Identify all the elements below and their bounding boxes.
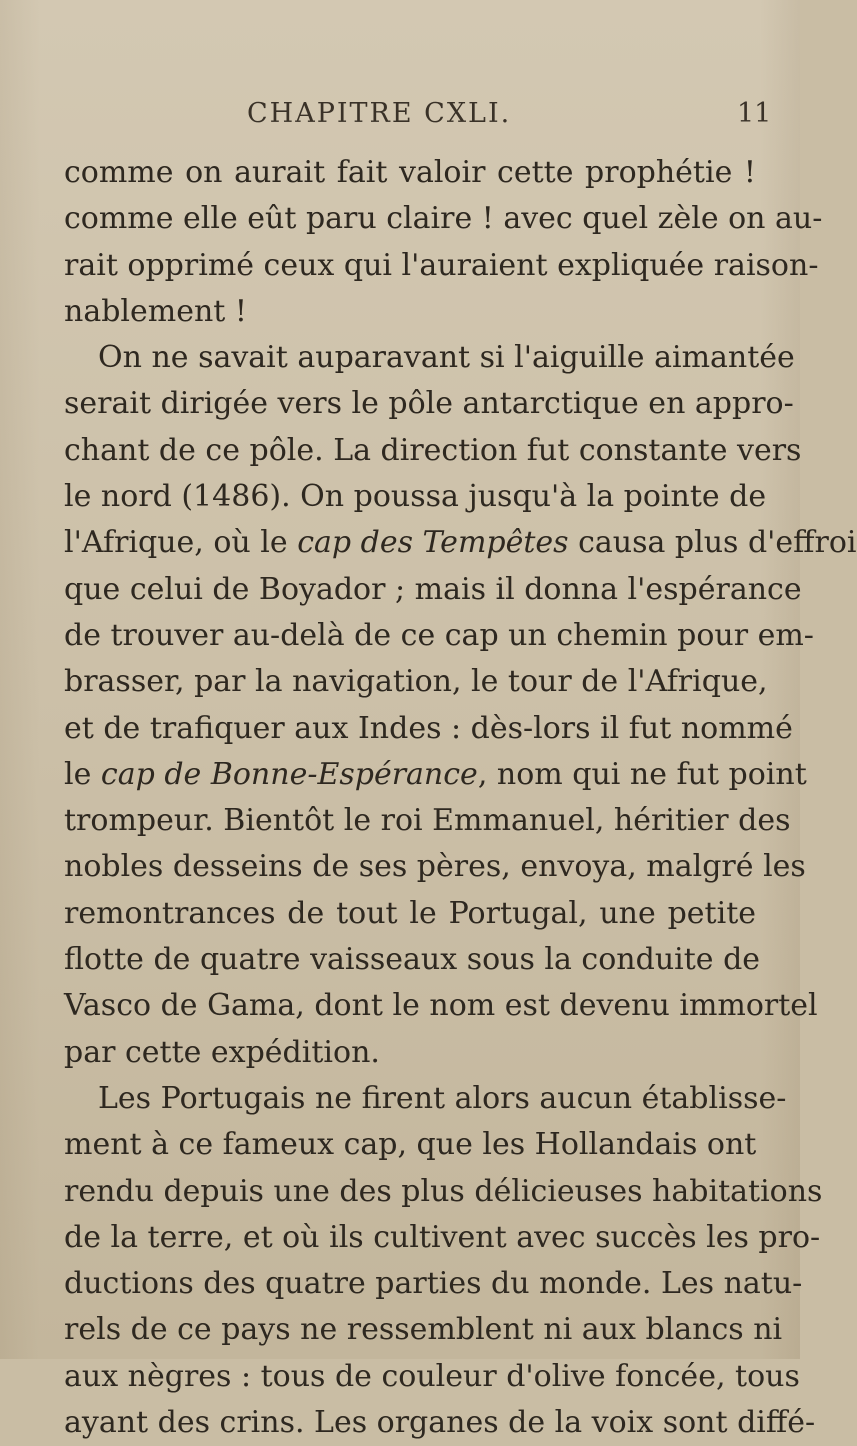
text-line: et de trafiquer aux Indes : dès-lors il fut nommé [64, 710, 793, 746]
paragraph-end-line: nablement ! [64, 293, 247, 329]
text-line: ayant des crins. Les organes de la voix sont diffé- [64, 1405, 816, 1441]
text-line: comme on aurait fait valoir cette prophétie ! [64, 155, 756, 190]
body-text [64, 150, 857, 1446]
text-line: ment à ce fameux cap, que les Hollandais ont [64, 1127, 757, 1163]
italic-place-name: cap de Bonne-Espérance [100, 756, 478, 792]
text-line: que celui de Boyador ; mais il donna l'espérance [64, 571, 802, 607]
text-line: aux nègres : tous de couleur d'olive foncée, tous [64, 1358, 800, 1394]
text-line: comme elle eût paru claire ! avec quel zèle on au- [64, 201, 823, 237]
chapter-title: CHAPITRE CXLI. [247, 98, 512, 129]
text-line: nobles desseins de ses pères, envoya, malgré les [64, 849, 806, 885]
text-line: le cap de Bonne-Espérance, nom qui ne fut point [64, 756, 807, 792]
page-number: 11 [737, 98, 772, 129]
text-line: le nord (1486). On poussa jusqu'à la pointe de [64, 479, 767, 515]
text-line: l'Afrique, où le cap des Tempêtes causa plus d'effroi [64, 525, 857, 561]
running-head [0, 98, 800, 138]
text-line: de trouver au-delà de ce cap un chemin pour em- [64, 617, 814, 653]
text-line: chant de ce pôle. La direction fut constante vers [64, 432, 802, 468]
text-line: remontrances de tout le Portugal, une petite [64, 895, 756, 931]
text-line: flotte de quatre vaisseaux sous la conduite de [64, 942, 761, 978]
paragraph-end-line: par cette expédition. [64, 1034, 380, 1070]
text-line: de la terre, et où ils cultivent avec succès les pro- [64, 1219, 821, 1255]
italic-place-name: cap des Tempêtes [297, 525, 569, 561]
text-line: Vasco de Gama, dont le nom est devenu immortel [64, 988, 818, 1024]
text-line: rait opprimé ceux qui l'auraient expliquée raison- [64, 247, 819, 283]
text-line: serait dirigée vers le pôle antarctique en appro- [64, 386, 794, 422]
text-line: ductions des quatre parties du monde. Les natu- [64, 1266, 803, 1302]
text-line: rels de ce pays ne ressemblent ni aux blancs ni [64, 1312, 783, 1348]
text-line: brasser, par la navigation, le tour de l'Afrique, [64, 664, 768, 700]
paragraph-start-line: On ne savait auparavant si l'aiguille aimantée [98, 340, 795, 376]
text-line: rendu depuis une des plus délicieuses habitations [64, 1173, 823, 1209]
text-line: trompeur. Bientôt le roi Emmanuel, héritier des [64, 803, 791, 839]
paragraph-start-line: Les Portugais ne firent alors aucun établisse- [98, 1080, 787, 1116]
